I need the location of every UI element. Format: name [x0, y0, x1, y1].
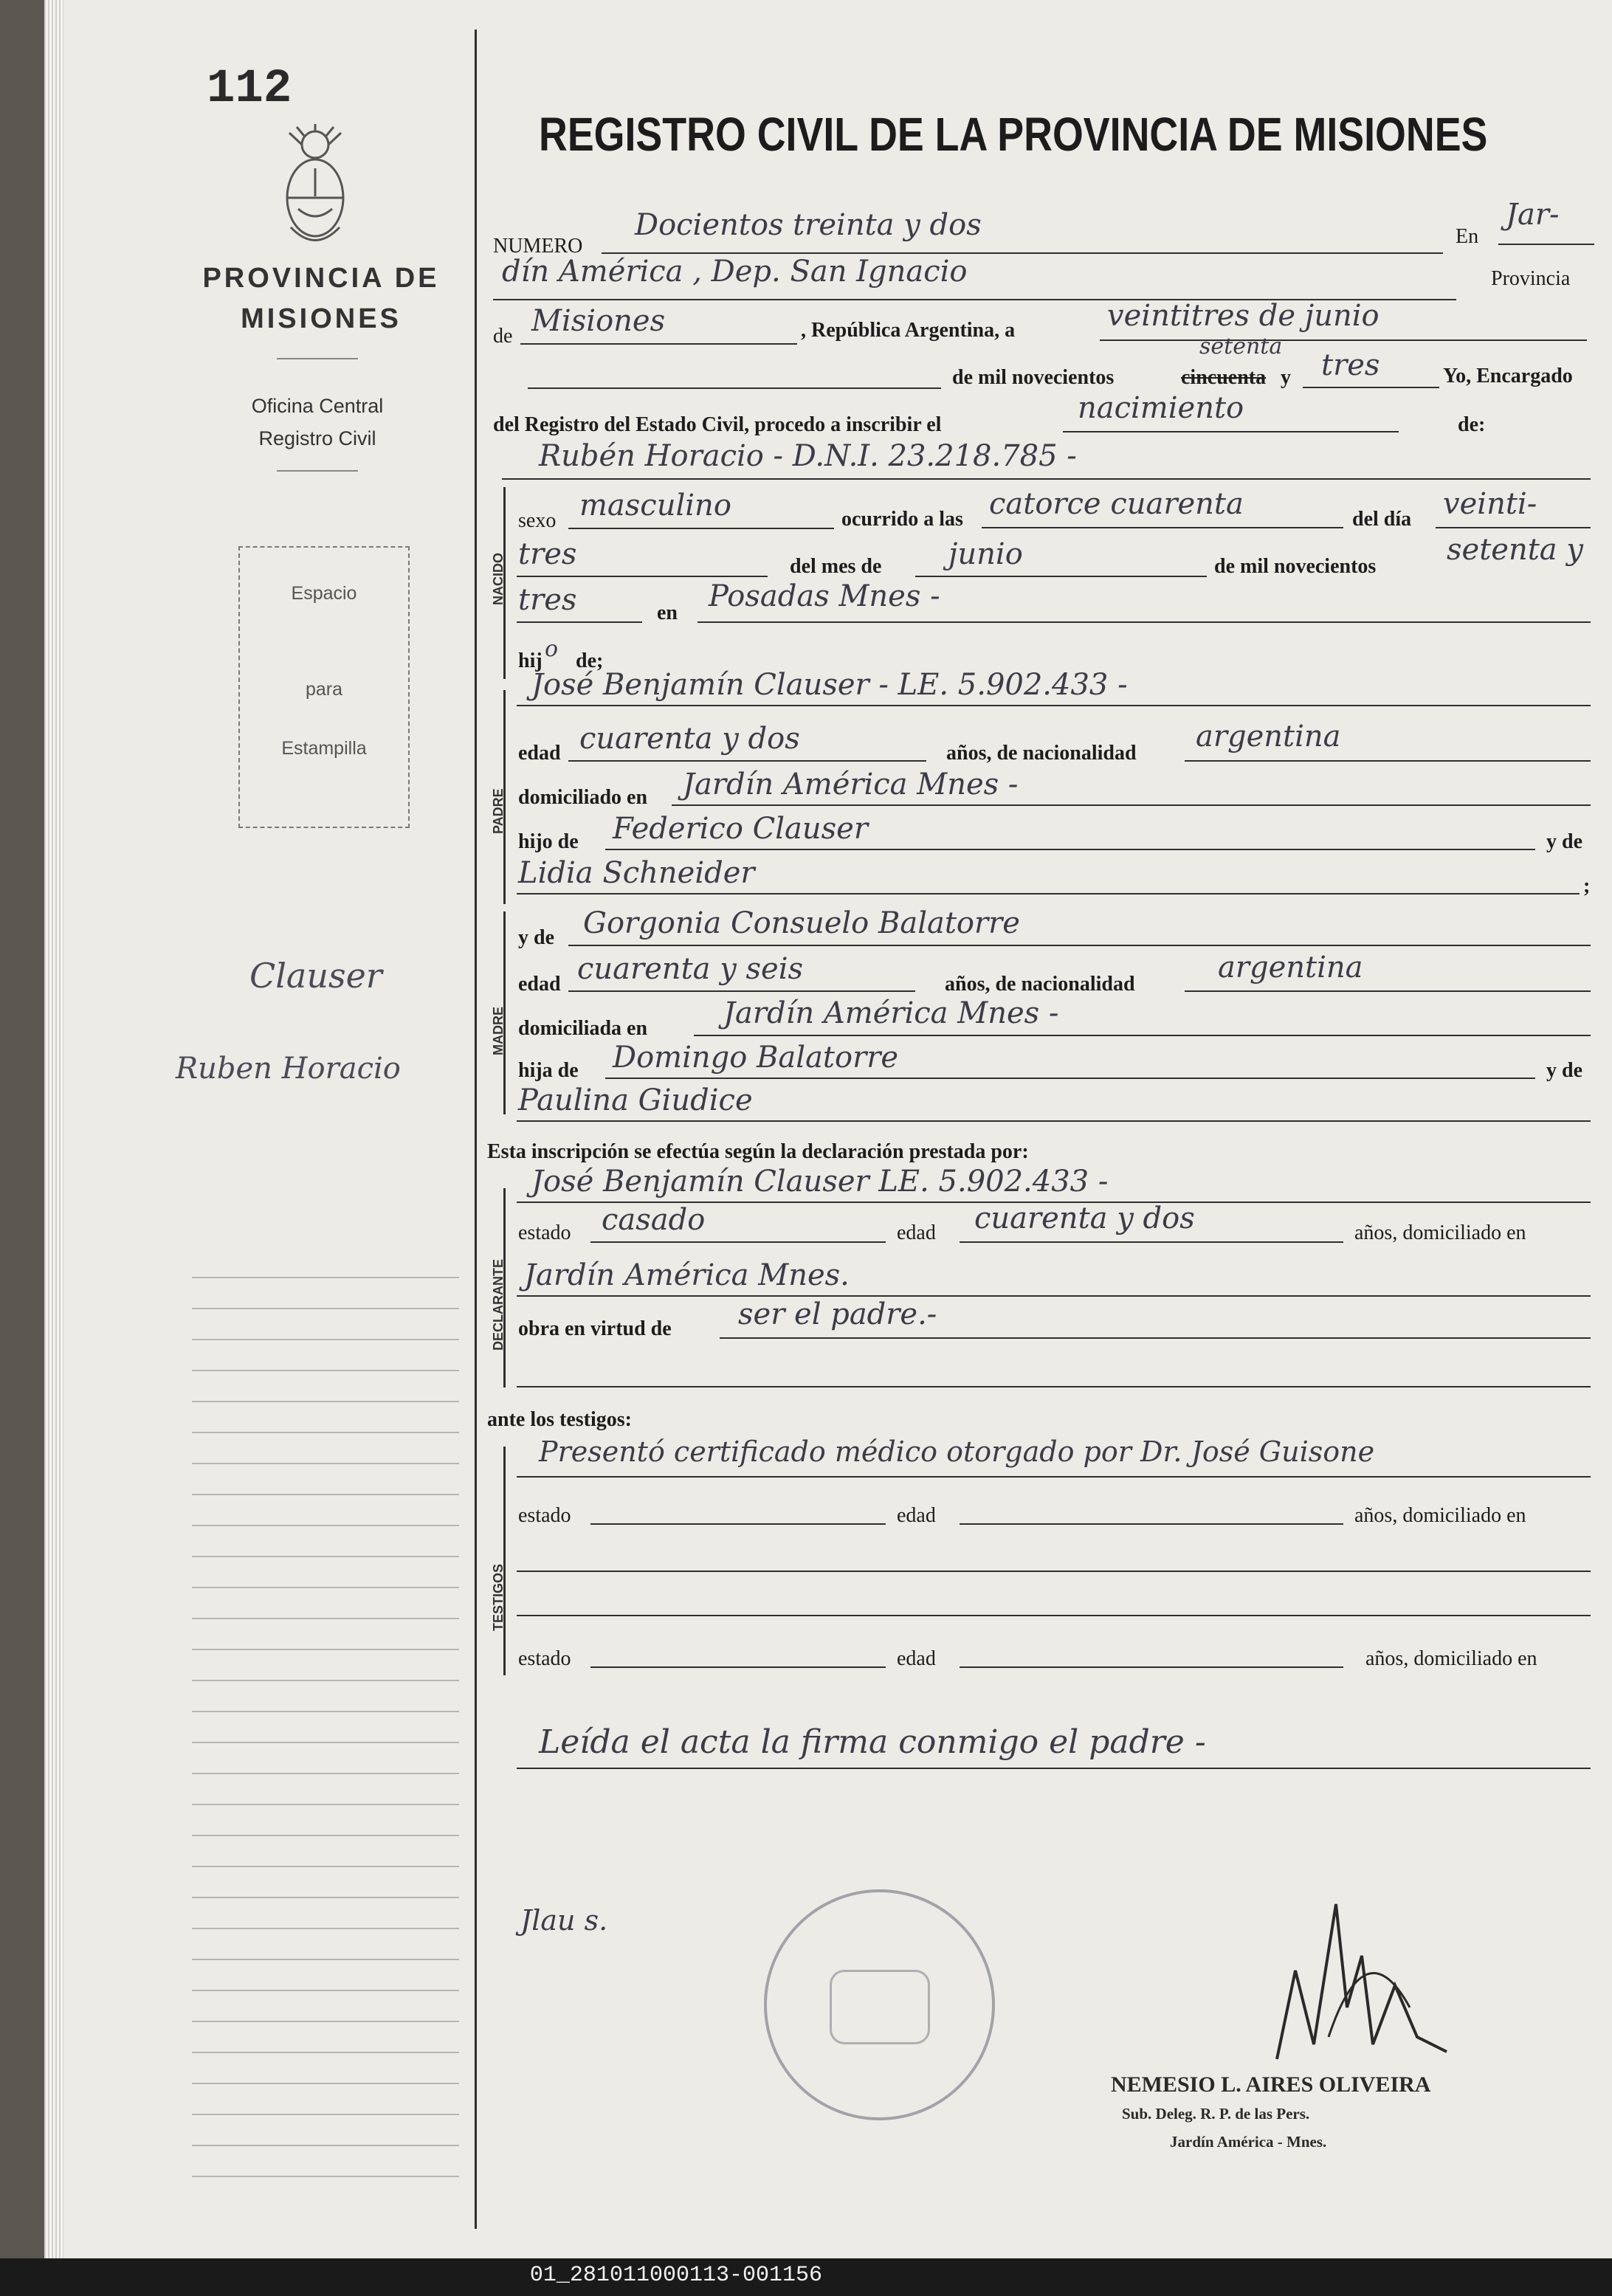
nacido-side-label: NACIDO: [491, 553, 506, 605]
fill-line: [517, 1571, 1591, 1572]
de-semicolon-label: de;: [576, 649, 604, 672]
paternal-grandmother-value: Lidia Schneider: [518, 856, 755, 890]
margin-surname: Clauser: [249, 956, 382, 996]
madre-nacionalidad-label: años, de nacionalidad: [945, 973, 1135, 996]
stamp-space-box: [238, 546, 410, 828]
fill-line: [698, 621, 1591, 623]
padre-nacionalidad-label: años, de nacionalidad: [946, 742, 1137, 765]
fill-line: [720, 1337, 1591, 1339]
declarante-estado-label: estado: [518, 1221, 571, 1244]
fill-line: [960, 1241, 1343, 1243]
fill-line: [568, 760, 926, 762]
padre-edad-value: cuarenta y dos: [579, 722, 800, 756]
declarante-domicilio-value: Jardín América Mnes.: [524, 1258, 850, 1292]
sexo-label: sexo: [518, 509, 557, 532]
hija-de-label: hija de: [518, 1059, 579, 1082]
padre-domicilio-label: domiciliado en: [518, 786, 648, 809]
fill-line: [1498, 244, 1594, 245]
testigos-bracket: [503, 1447, 506, 1675]
testigo1-domicilio-label: años, domiciliado en: [1354, 1504, 1526, 1527]
obra-value: ser el padre.-: [738, 1297, 937, 1331]
fill-line: [1100, 339, 1587, 341]
obra-label: obra en virtud de: [518, 1317, 672, 1340]
fill-line: [502, 478, 1591, 480]
madre-domicilio-value: Jardín América Mnes -: [723, 996, 1059, 1030]
sexo-value: masculino: [579, 489, 731, 523]
tres-value: tres: [1321, 348, 1380, 382]
fill-line: [517, 1768, 1591, 1769]
fill-line: [568, 528, 834, 529]
testigo1-estado-label: estado: [518, 1504, 571, 1527]
fill-line: [590, 1666, 886, 1668]
mes-value: junio: [948, 537, 1023, 571]
fill-line: [517, 705, 1591, 706]
madre-side-label: MADRE: [491, 1007, 506, 1055]
province-value: Misiones: [531, 304, 666, 338]
officer-title: Sub. Deleg. R. P. de las Pers.: [1122, 2105, 1310, 2123]
officer-place: Jardín América - Mnes.: [1170, 2133, 1327, 2151]
fill-line: [517, 1295, 1591, 1297]
fill-line: [1185, 760, 1591, 762]
fill-line: [590, 1241, 886, 1243]
testigo2-estado-label: estado: [518, 1647, 571, 1670]
y-label: y: [1281, 366, 1291, 389]
declarante-edad-label: edad: [897, 1221, 936, 1244]
anio-value-part-2: tres: [518, 583, 577, 617]
officer-name: NEMESIO L. AIRES OLIVEIRA: [1111, 2072, 1431, 2097]
yo-encargado-label: Yo, Encargado: [1443, 365, 1573, 387]
province-heading: [173, 258, 469, 339]
book-binding: [0, 0, 44, 2258]
fill-line: [694, 1035, 1591, 1036]
en-label: En: [1456, 225, 1479, 248]
divider: [277, 470, 358, 472]
testigo2-domicilio-label: años, domiciliado en: [1365, 1647, 1537, 1670]
semicolon: ;: [1583, 875, 1591, 897]
fill-line: [528, 387, 941, 389]
testigos-note-value: Presentó certificado médico otorgado por Dr. José Guisone: [539, 1435, 1375, 1468]
margin-given-names: Ruben Horacio: [176, 1052, 401, 1086]
fill-line: [517, 1615, 1591, 1616]
fill-line: [1185, 990, 1591, 992]
madre-edad-value: cuarenta y seis: [577, 952, 804, 986]
official-seal-stamp: [764, 1889, 995, 2120]
paternal-grandfather-value: Federico Clauser: [613, 812, 868, 846]
y-de-label: y de: [1546, 830, 1582, 853]
fill-line: [602, 252, 1443, 254]
officer-signature: [1225, 1860, 1476, 2081]
page-number: 112: [207, 63, 292, 116]
fill-line: [915, 576, 1207, 577]
fill-line: [517, 1386, 1591, 1387]
mil-novecientos-label: de mil novecientos: [952, 366, 1115, 389]
fill-line: [517, 1120, 1591, 1122]
fill-line: [605, 1078, 1535, 1079]
de-colon-label: de:: [1458, 413, 1486, 436]
fill-line: [1063, 431, 1399, 432]
de-label: de: [493, 325, 513, 348]
place-value-part-1: Jar-: [1506, 198, 1560, 232]
padre-domicilio-value: Jardín América Mnes -: [683, 768, 1019, 801]
madre-domicilio-label: domiciliada en: [518, 1017, 648, 1040]
office-line-2: Registro Civil: [258, 427, 376, 449]
mes-label: del mes de: [790, 555, 882, 578]
place-value-part-2: dín América , Dep. San Ignacio: [502, 255, 968, 289]
del-dia-label: del día: [1352, 508, 1412, 531]
declarante-edad-value: cuarenta y dos: [974, 1202, 1195, 1235]
fill-line: [568, 945, 1591, 946]
document-title: REGISTRO CIVIL DE LA PROVINCIA DE MISIONES: [539, 108, 1488, 161]
fill-line: [520, 343, 797, 345]
declaracion-intro-label: Esta inscripción se efectúa según la declaración prestada por:: [487, 1140, 1029, 1163]
fill-line: [960, 1523, 1343, 1525]
stamp-space-line-2: para: [305, 679, 343, 700]
padre-edad-label: edad: [518, 742, 561, 765]
maternal-grandmother-value: Paulina Giudice: [518, 1083, 753, 1117]
padre-side-label: PADRE: [491, 788, 506, 834]
dia-value-part-1: veinti-: [1443, 487, 1537, 521]
testigo1-edad-label: edad: [897, 1504, 936, 1527]
fill-line: [982, 527, 1343, 528]
registrant-name-value: Rubén Horacio - D.N.I. 23.218.785 -: [539, 439, 1077, 473]
province-line-1: PROVINCIA DE: [202, 263, 440, 294]
mil-novecientos-label-2: de mil novecientos: [1214, 555, 1377, 578]
hij-suffix-value: o: [545, 636, 559, 662]
father-name-value: José Benjamín Clauser - LE. 5.902.433 -: [531, 668, 1128, 702]
fill-line: [517, 621, 642, 623]
declarant-signature: Jlau s.: [520, 1904, 608, 1937]
setenta-correction: setenta: [1199, 334, 1283, 359]
fill-line: [517, 576, 768, 577]
declarante-domicilio-label: años, domiciliado en: [1354, 1221, 1526, 1244]
page-edges: [44, 0, 63, 2258]
madre-y-de-label-2: y de: [1546, 1059, 1582, 1082]
registro-label: del Registro del Estado Civil, procedo a inscribir el: [493, 413, 942, 436]
declarant-name-value: José Benjamín Clauser LE. 5.902.433 -: [531, 1165, 1109, 1199]
closing-statement: Leída el acta la firma conmigo el padre -: [539, 1723, 1206, 1761]
cincuenta-struck-label: cincuenta: [1181, 366, 1267, 389]
provincia-label: Provincia: [1491, 267, 1571, 290]
margin-ruled-lines: [192, 1247, 459, 2207]
stamp-space-line-1: Espacio: [291, 583, 357, 604]
numero-label: NUMERO: [493, 235, 583, 258]
fill-line: [568, 990, 915, 992]
en-place-label: en: [657, 601, 678, 624]
madre-nacionalidad-value: argentina: [1218, 951, 1363, 985]
hij-label: hij: [518, 649, 542, 672]
date-value: veintitres de junio: [1107, 299, 1380, 333]
stamp-space-line-3: Estampilla: [281, 738, 367, 759]
fill-line: [517, 1476, 1591, 1478]
testigos-side-label: TESTIGOS: [491, 1563, 506, 1631]
mother-name-value: Gorgonia Consuelo Balatorre: [583, 906, 1020, 940]
padre-nacionalidad-value: argentina: [1196, 720, 1341, 754]
birthplace-value: Posadas Mnes -: [709, 579, 940, 613]
dia-value-part-2: tres: [518, 537, 577, 571]
fill-line: [1303, 387, 1439, 388]
madre-edad-label: edad: [518, 973, 561, 996]
hora-value: catorce cuarenta: [989, 487, 1244, 521]
declarante-side-label: DECLARANTE: [491, 1259, 506, 1351]
act-type-value: nacimiento: [1078, 391, 1244, 425]
archive-footer: [0, 2258, 1612, 2296]
fill-line: [960, 1666, 1343, 1668]
fill-line: [517, 893, 1580, 894]
province-line-2: MISIONES: [241, 303, 402, 334]
divider: [277, 358, 358, 359]
fill-line: [672, 804, 1591, 806]
ocurrido-label: ocurrido a las: [841, 508, 963, 531]
hijo-de-label: hijo de: [518, 830, 579, 853]
office-label: [192, 390, 443, 455]
fill-line: [605, 849, 1535, 850]
testigos-intro-label: ante los testigos:: [487, 1408, 632, 1431]
testigo2-edad-label: edad: [897, 1647, 936, 1670]
office-line-1: Oficina Central: [251, 395, 384, 417]
fill-line: [1436, 527, 1591, 528]
anio-value-part-1: setenta y: [1447, 533, 1583, 567]
column-rule: [475, 30, 477, 2229]
maternal-grandfather-value: Domingo Balatorre: [613, 1041, 898, 1075]
seal-emblem: [830, 1970, 930, 2044]
madre-y-de-label: y de: [518, 926, 554, 949]
republica-label: , República Argentina, a: [801, 319, 1016, 342]
numero-value: Docientos treinta y dos: [635, 208, 982, 242]
declarante-estado-value: casado: [602, 1203, 706, 1237]
coat-of-arms-icon: [282, 124, 348, 249]
archive-id: 01_281011000113-001156: [529, 2263, 822, 2288]
fill-line: [590, 1523, 886, 1525]
